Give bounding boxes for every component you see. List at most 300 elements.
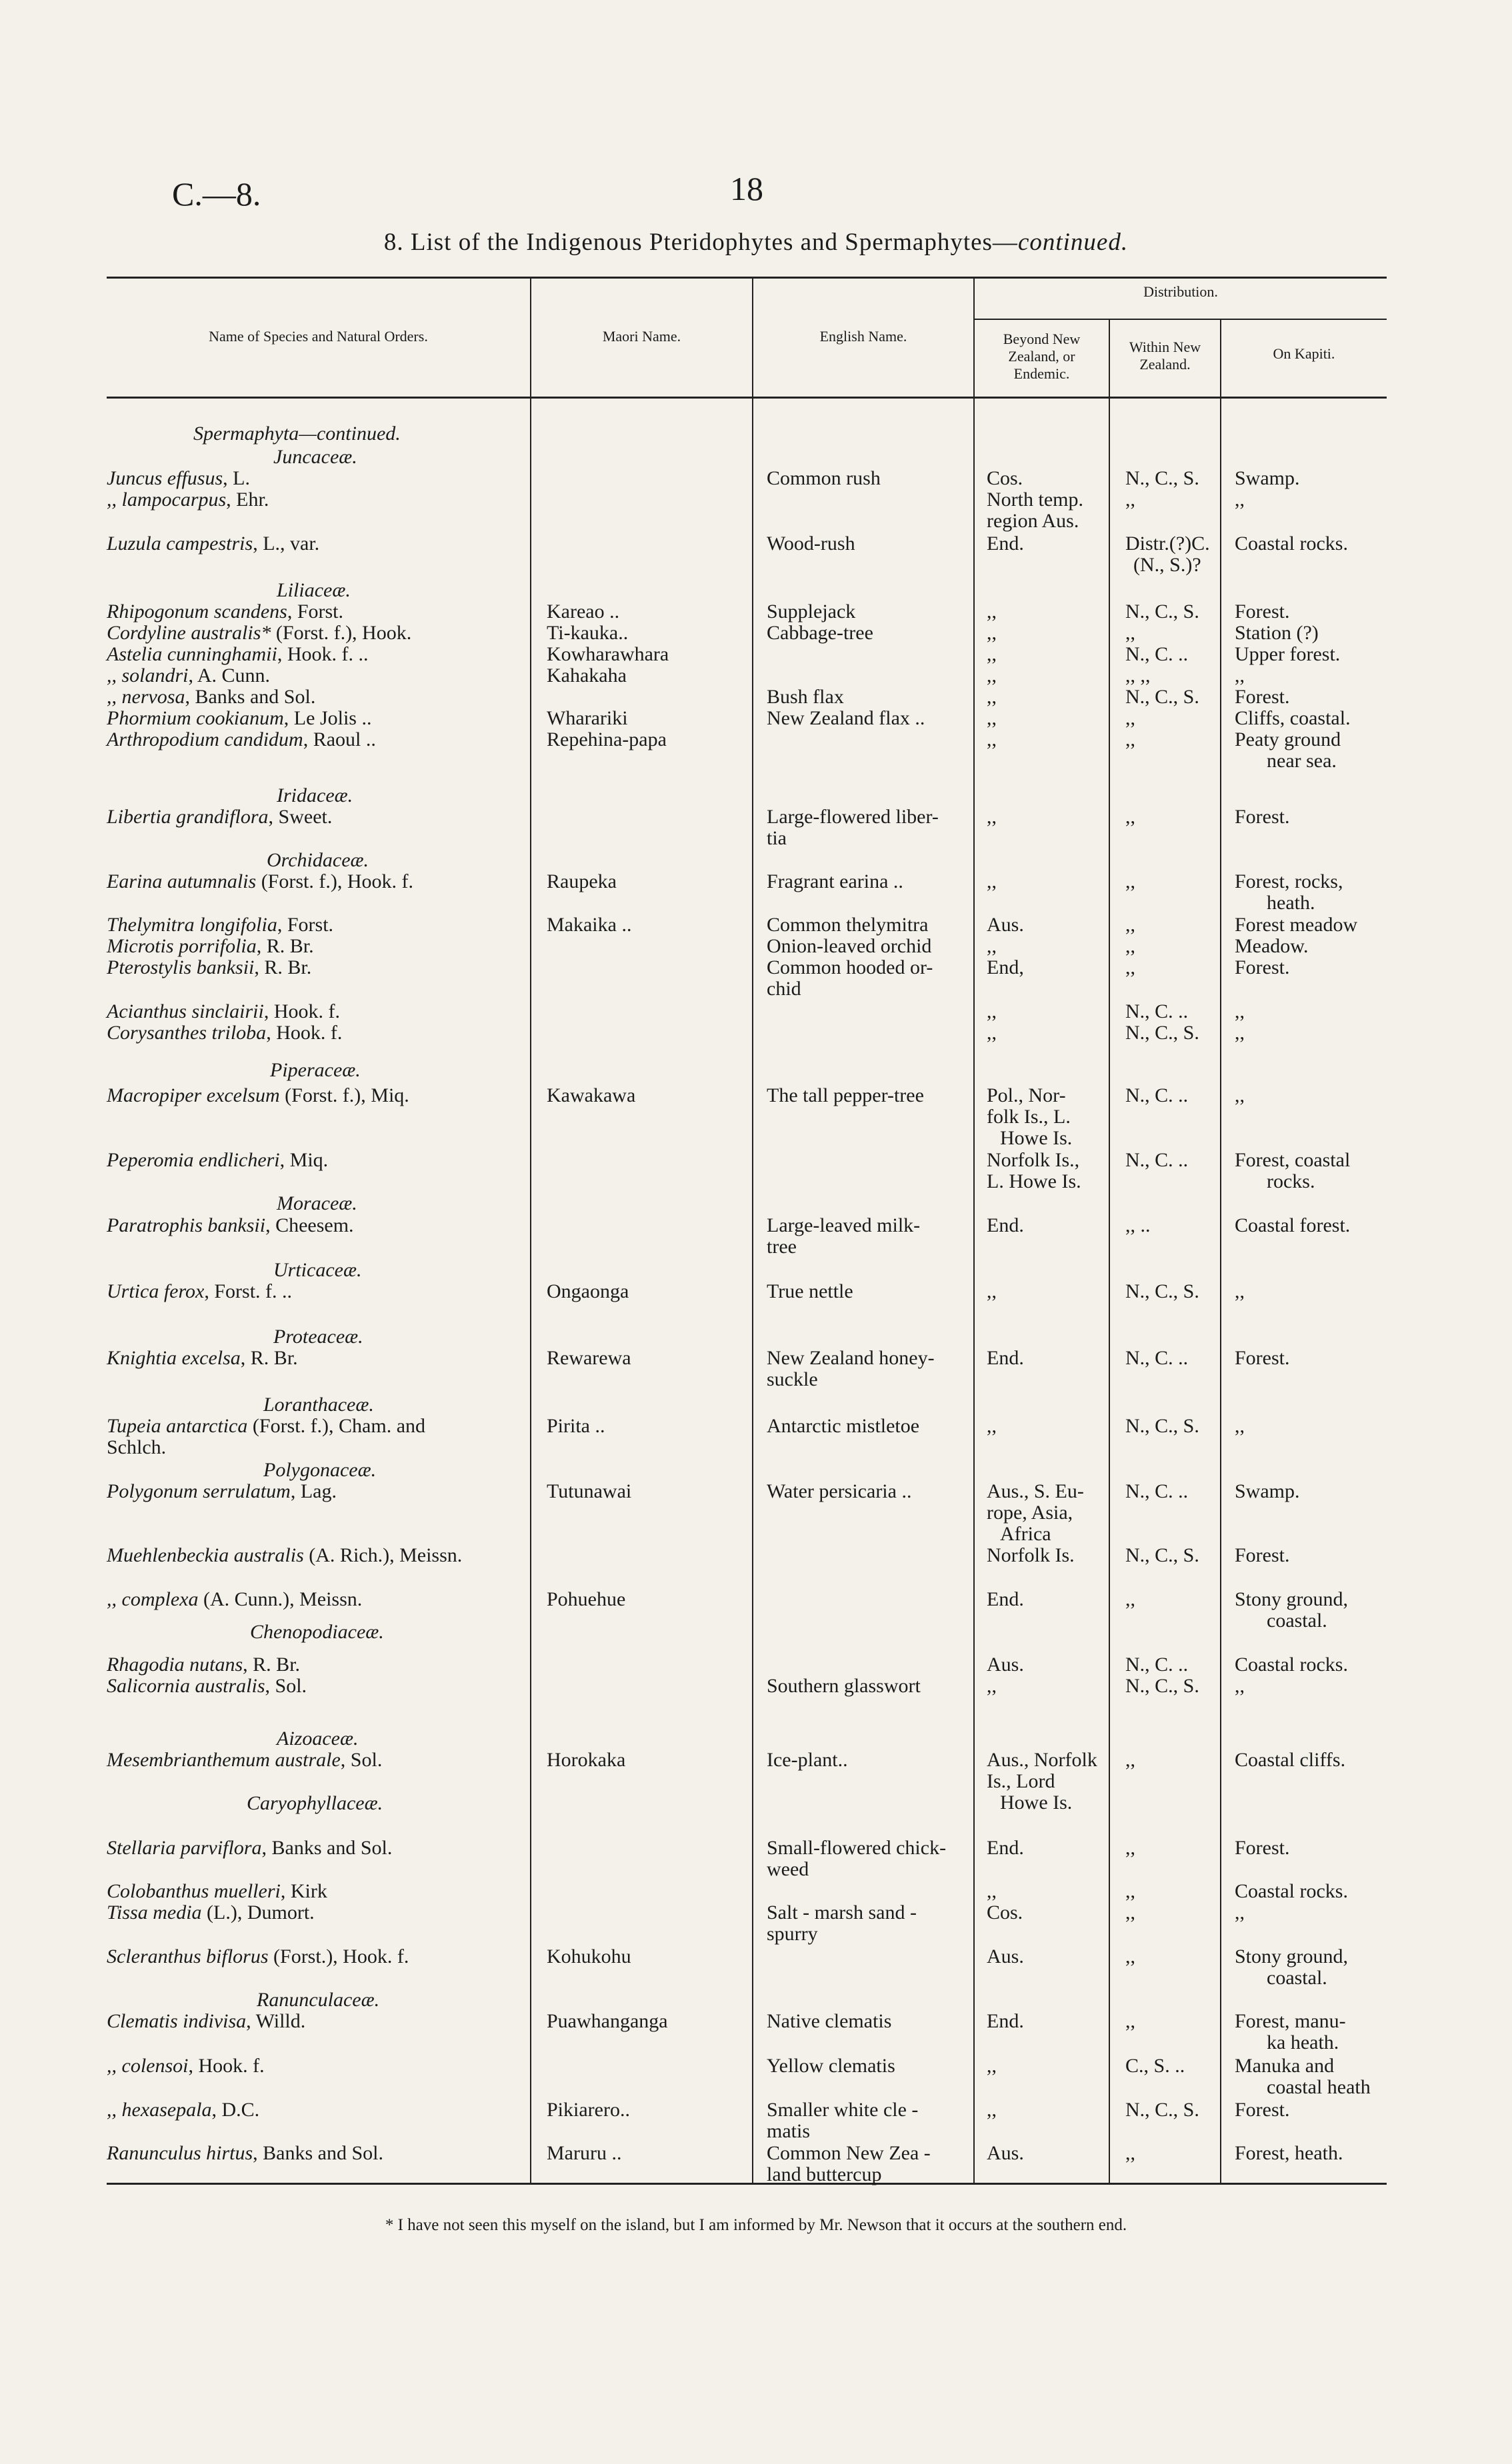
distribution-within: N., C. .. <box>1125 1084 1189 1106</box>
distribution-beyond: ,, <box>987 1415 997 1437</box>
distribution-within: N., C. .. <box>1125 1149 1189 1171</box>
section-heading: Liliaceæ. <box>277 579 351 601</box>
page-number: 18 <box>730 170 763 207</box>
english-name: True nettle <box>767 1280 853 1302</box>
kapiti-habitat: Swamp. <box>1235 1480 1300 1502</box>
title-main: 8. List of the Indigenous Pteridophytes and Spermaphytes— <box>383 229 1018 256</box>
english-name-cont: land buttercup <box>767 2163 882 2185</box>
column-divider-2 <box>752 277 753 2183</box>
kapiti-habitat: Station (?) <box>1235 622 1319 644</box>
distribution-rule <box>973 319 1387 320</box>
species-name <box>107 1022 342 1044</box>
col-header-maori: Maori Name. <box>602 328 681 345</box>
english-name: New Zealand honey- <box>767 1347 935 1369</box>
species-authority: , Sol. <box>340 1749 383 1771</box>
section-heading: Orchidaceæ. <box>267 849 369 871</box>
species-authority: , Forst. <box>287 601 343 622</box>
species-authority: , Miq. <box>279 1149 329 1171</box>
distribution-beyond: ,, <box>987 1675 997 1697</box>
species-name <box>107 1416 425 1437</box>
distribution-within: N., C., S. <box>1125 2099 1199 2121</box>
english-name: Common New Zea - <box>767 2142 931 2164</box>
species-name <box>107 936 314 957</box>
species-authority: , A. Cunn. <box>188 664 271 686</box>
maori-name: Kahakaha <box>547 664 627 686</box>
species-authority: , R. Br. <box>256 935 314 957</box>
maori-name: Kawakawa <box>547 1084 636 1106</box>
species-binomial: Colobanthus muelleri <box>107 1880 281 1902</box>
distribution-within: ,, <box>1125 935 1135 957</box>
distribution-within: ,, <box>1125 489 1135 511</box>
species-authority: (Forst. f.), Hook. f. <box>256 870 413 892</box>
section-heading: Piperaceæ. <box>270 1059 361 1081</box>
section-heading: Caryophyllaceæ. <box>247 1792 383 1814</box>
kapiti-habitat: Upper forest. <box>1235 643 1341 665</box>
species-name <box>107 2011 305 2032</box>
english-name-cont: suckle <box>767 1368 818 1390</box>
english-name: Large-leaved milk- <box>767 1214 921 1236</box>
distribution-within: ,, <box>1125 1901 1135 1923</box>
distribution-beyond: ,, <box>987 806 997 828</box>
section-heading: Chenopodiaceæ. <box>250 1621 384 1643</box>
distribution-beyond: Aus. <box>987 1654 1024 1676</box>
kapiti-habitat-cont: rocks. <box>1267 1170 1315 1192</box>
page-title <box>0 228 1512 257</box>
species-binomial: Paratrophis banksii <box>107 1214 266 1236</box>
species-binomial: Luzula campestris <box>107 533 253 555</box>
english-name: Southern glasswort <box>767 1675 921 1697</box>
distribution-within: ,, <box>1125 1837 1135 1859</box>
distribution-within-cont: (N., S.)? <box>1133 554 1201 576</box>
species-binomial: Rhagodia nutans <box>107 1654 243 1676</box>
distribution-within: N., C., S. <box>1125 467 1199 489</box>
english-name-cont: tia <box>767 827 787 849</box>
distribution-beyond: Aus. <box>987 914 1024 936</box>
distribution-within: ,, <box>1125 870 1135 892</box>
species-authority: , L., var. <box>253 533 320 555</box>
section-heading: Urticaceæ. <box>273 1259 362 1281</box>
distribution-within: ,, <box>1125 2142 1135 2164</box>
species-name <box>107 729 376 750</box>
species-binomial: Muehlenbeckia australis <box>107 1544 304 1566</box>
species-binomial: Thelymitra longifolia <box>107 914 277 936</box>
kapiti-habitat: ,, <box>1235 1415 1245 1437</box>
distribution-within: N., C., S. <box>1125 1280 1199 1302</box>
english-name: Onion-leaved orchid <box>767 935 932 957</box>
kapiti-habitat: Swamp. <box>1235 467 1300 489</box>
header-bottom-rule <box>107 397 1387 399</box>
species-binomial: Phormium cookianum <box>107 707 284 729</box>
species-binomial: Tissa media <box>107 1901 202 1923</box>
kapiti-habitat: Forest. <box>1235 1347 1290 1369</box>
species-binomial: Microtis porrifolia <box>107 935 257 957</box>
species-binomial: Tupeia antarctica <box>107 1415 248 1437</box>
species-name <box>107 1838 392 1859</box>
english-name: Common rush <box>767 467 881 489</box>
species-binomial: Rhipogonum scandens <box>107 601 287 622</box>
species-binomial: ,, lampocarpus <box>107 489 227 511</box>
species-authority: , Forst. <box>277 914 334 936</box>
distribution-within: N., C., S. <box>1125 1544 1199 1566</box>
species-name <box>107 871 413 892</box>
species-authority: , Hook. f. <box>266 1022 343 1044</box>
english-name-cont: matis <box>767 2120 810 2142</box>
species-binomial: ,, solandri <box>107 664 189 686</box>
kapiti-habitat: Forest. <box>1235 1544 1290 1566</box>
species-binomial: ,, colensoi <box>107 2055 189 2077</box>
distribution-beyond-cont: region Aus. <box>987 510 1079 532</box>
species-authority: , Forst. f. .. <box>204 1280 293 1302</box>
species-name <box>107 957 311 978</box>
table-top-rule <box>107 277 1387 279</box>
distribution-beyond: ,, <box>987 728 997 750</box>
table-bottom-rule <box>107 2183 1387 2185</box>
distribution-within: ,, <box>1125 2010 1135 2032</box>
kapiti-habitat-cont: heath. <box>1267 892 1315 914</box>
kapiti-habitat: Forest. <box>1235 956 1290 978</box>
species-binomial: ,, hexasepala <box>107 2099 212 2121</box>
species-authority: , L. <box>223 467 250 489</box>
english-name: Native clematis <box>767 2010 892 2032</box>
species-authority: (A. Rich.), Meissn. <box>303 1544 463 1566</box>
species-binomial: Earina autumnalis <box>107 870 257 892</box>
kapiti-habitat: Peaty ground <box>1235 728 1341 750</box>
col-header-distribution: Distribution. <box>1143 283 1218 300</box>
species-binomial: Libertia grandiflora <box>107 806 269 828</box>
distribution-within: ,, ,, <box>1125 664 1151 686</box>
maori-name: Tutunawai <box>547 1480 632 1502</box>
kapiti-habitat-cont: coastal heath <box>1267 2076 1371 2098</box>
kapiti-habitat: ,, <box>1235 1022 1245 1044</box>
species-binomial: Pterostylis banksii <box>107 956 255 978</box>
kapiti-habitat-cont: near sea. <box>1267 750 1337 772</box>
english-name: Fragrant earina .. <box>767 870 903 892</box>
maori-name: Makaika .. <box>547 914 632 936</box>
col-header-kapiti: On Kapiti. <box>1273 345 1335 362</box>
distribution-beyond: ,, <box>987 622 997 644</box>
column-divider-4 <box>1109 319 1110 2183</box>
kapiti-habitat: ,, <box>1235 1901 1245 1923</box>
species-authority: , Hook. f. .. <box>277 643 369 665</box>
distribution-beyond: ,, <box>987 1000 997 1022</box>
section-heading: Spermaphyta—continued. <box>193 423 401 445</box>
distribution-beyond: End. <box>987 1347 1024 1369</box>
species-authority: , Hook. f. <box>188 2055 265 2077</box>
species-name <box>107 2055 265 2077</box>
section-heading: Moraceæ. <box>277 1192 357 1214</box>
species-name <box>107 489 269 511</box>
species-authority: , Banks and Sol. <box>185 686 316 708</box>
distribution-beyond: ,, <box>987 870 997 892</box>
english-name: Bush flax <box>767 686 844 708</box>
distribution-beyond: North temp. <box>987 489 1083 511</box>
maori-name: Rewarewa <box>547 1347 631 1369</box>
maori-name: Ti-kauka.. <box>547 622 629 644</box>
distribution-beyond-cont: Africa <box>1000 1523 1051 1545</box>
section-heading: Aizoaceæ. <box>277 1728 359 1750</box>
species-authority: , R. Br. <box>240 1347 298 1369</box>
kapiti-habitat: Forest. <box>1235 601 1290 622</box>
distribution-within: N., C., S. <box>1125 1022 1199 1044</box>
distribution-within: N., C., S. <box>1125 1415 1199 1437</box>
kapiti-habitat: ,, <box>1235 1280 1245 1302</box>
species-binomial: Stellaria parviflora <box>107 1837 262 1859</box>
species-binomial: ,, nervosa <box>107 686 185 708</box>
distribution-within: ,, <box>1125 914 1135 936</box>
species-authority: (Forst. f.), Cham. and <box>247 1415 426 1437</box>
distribution-beyond: ,, <box>987 643 997 665</box>
distribution-beyond: ,, <box>987 2099 997 2121</box>
distribution-beyond-cont: Is., Lord <box>987 1770 1055 1792</box>
distribution-beyond: Norfolk Is., <box>987 1149 1080 1171</box>
kapiti-habitat: Coastal rocks. <box>1235 533 1348 555</box>
species-authority: , Ehr. <box>226 489 269 511</box>
species-name <box>107 533 319 555</box>
kapiti-habitat-cont: coastal. <box>1267 1967 1327 1989</box>
maori-name: Ongaonga <box>547 1280 629 1302</box>
species-authority: , Kirk <box>280 1880 327 1902</box>
distribution-within: ,, <box>1125 956 1135 978</box>
species-authority: , Hook. f. <box>263 1000 340 1022</box>
distribution-beyond: Cos. <box>987 467 1023 489</box>
species-authority: , Sol. <box>265 1675 307 1697</box>
kapiti-habitat: Coastal rocks. <box>1235 1880 1348 1902</box>
distribution-beyond: ,, <box>987 686 997 708</box>
kapiti-habitat-cont: ka heath. <box>1267 2031 1339 2053</box>
distribution-beyond: Cos. <box>987 1901 1023 1923</box>
species-binomial: Juncus effusus <box>107 467 223 489</box>
kapiti-habitat-cont: coastal. <box>1267 1610 1327 1632</box>
column-divider-1 <box>530 277 531 2183</box>
species-binomial: ,, complexa <box>107 1588 199 1610</box>
distribution-beyond-cont: Howe Is. <box>1000 1127 1073 1149</box>
species-name <box>107 1654 300 1676</box>
species-binomial: Urtica ferox <box>107 1280 205 1302</box>
english-name: Ice-plant.. <box>767 1749 848 1771</box>
kapiti-habitat: ,, <box>1235 1084 1245 1106</box>
distribution-beyond: ,, <box>987 2055 997 2077</box>
species-name <box>107 1215 354 1236</box>
distribution-beyond: End. <box>987 2010 1024 2032</box>
species-authority: , Sweet. <box>268 806 333 828</box>
species-name <box>107 1946 409 1967</box>
english-name-cont: chid <box>767 978 801 1000</box>
maori-name: Kohukohu <box>547 1945 631 1967</box>
distribution-within: ,, <box>1125 1588 1135 1610</box>
kapiti-habitat: Forest meadow <box>1235 914 1358 936</box>
species-binomial: Cordyline australis* <box>107 622 271 644</box>
species-binomial: Astelia cunninghamii <box>107 643 277 665</box>
species-name <box>107 1150 328 1171</box>
section-heading: Polygonaceæ. <box>263 1459 377 1481</box>
distribution-within: C., S. .. <box>1125 2055 1185 2077</box>
species-binomial: Corysanthes triloba <box>107 1022 267 1044</box>
distribution-beyond: Aus. <box>987 2142 1024 2164</box>
species-authority: , Le Jolis .. <box>283 707 372 729</box>
species-authority: , R. Br. <box>254 956 312 978</box>
species-name <box>107 1001 340 1022</box>
distribution-beyond: Norfolk Is. <box>987 1544 1075 1566</box>
species-authority: (A. Cunn.), Meissn. <box>198 1588 363 1610</box>
kapiti-habitat: Coastal forest. <box>1235 1214 1351 1236</box>
species-name <box>107 468 250 489</box>
kapiti-habitat: Forest, heath. <box>1235 2142 1343 2164</box>
kapiti-habitat: ,, <box>1235 489 1245 511</box>
distribution-beyond: ,, <box>987 1022 997 1044</box>
species-name <box>107 622 411 644</box>
distribution-beyond: End. <box>987 1588 1024 1610</box>
distribution-within: ,, <box>1125 728 1135 750</box>
english-name: Large-flowered liber- <box>767 806 939 828</box>
english-name: Smaller white cle - <box>767 2099 919 2121</box>
maori-name: Puawhanganga <box>547 2010 668 2032</box>
col-header-english: English Name. <box>819 328 907 345</box>
species-name <box>107 806 332 828</box>
distribution-beyond: End. <box>987 1837 1024 1859</box>
kapiti-habitat: Forest. <box>1235 1837 1290 1859</box>
distribution-beyond: Aus., S. Eu- <box>987 1480 1084 1502</box>
distribution-within: ,, <box>1125 1880 1135 1902</box>
document-reference: C.—8. <box>172 175 261 213</box>
english-name: Water persicaria .. <box>767 1480 912 1502</box>
species-authority: , Banks and Sol. <box>261 1837 393 1859</box>
distribution-within: N., C. .. <box>1125 1654 1189 1676</box>
distribution-beyond-cont: rope, Asia, <box>987 1502 1073 1524</box>
kapiti-habitat: Forest, rocks, <box>1235 870 1343 892</box>
section-heading: Proteaceæ. <box>273 1326 363 1348</box>
kapiti-habitat: Stony ground, <box>1235 1945 1349 1967</box>
species-authority: (Forst. f.), Hook. <box>271 622 412 644</box>
distribution-beyond: Aus., Norfolk <box>987 1749 1097 1771</box>
kapiti-habitat: Coastal rocks. <box>1235 1654 1348 1676</box>
english-name-cont: spurry <box>767 1923 818 1945</box>
species-name <box>107 1085 409 1106</box>
english-name: Supplejack <box>767 601 856 622</box>
species-authority: (Forst. f.), Miq. <box>279 1084 409 1106</box>
english-name-cont: tree <box>767 1236 797 1258</box>
species-name <box>107 1750 382 1771</box>
species-binomial: Arthropodium candidum <box>107 728 303 750</box>
maori-name: Repehina-papa <box>547 728 667 750</box>
distribution-beyond: ,, <box>987 935 997 957</box>
species-name <box>107 1676 307 1697</box>
english-name: Yellow clematis <box>767 2055 895 2077</box>
english-name: Common thelymitra <box>767 914 929 936</box>
species-binomial: Macropiper excelsum <box>107 1084 280 1106</box>
species-name <box>107 1348 298 1369</box>
species-name <box>107 644 368 665</box>
english-name: The tall pepper-tree <box>767 1084 924 1106</box>
distribution-beyond-cont: folk Is., L. <box>987 1106 1071 1128</box>
column-divider-5 <box>1220 319 1221 2183</box>
species-authority-cont: Schlch. <box>107 1436 167 1458</box>
maori-name: Pirita .. <box>547 1415 605 1437</box>
distribution-within: ,, <box>1125 1749 1135 1771</box>
species-name <box>107 1881 327 1902</box>
maori-name: Pikiarero.. <box>547 2099 630 2121</box>
maori-name: Pohuehue <box>547 1588 626 1610</box>
species-binomial: Acianthus sinclairii <box>107 1000 264 1022</box>
distribution-beyond: End. <box>987 533 1024 555</box>
kapiti-habitat: Forest, manu- <box>1235 2010 1346 2032</box>
maori-name: Kowharawhara <box>547 643 669 665</box>
species-binomial: Salicornia australis <box>107 1675 265 1697</box>
distribution-beyond: Pol., Nor- <box>987 1084 1066 1106</box>
maori-name: Raupeka <box>547 870 617 892</box>
species-binomial: Peperomia endlicheri <box>107 1149 280 1171</box>
kapiti-habitat: Coastal cliffs. <box>1235 1749 1346 1771</box>
english-name: Small-flowered chick- <box>767 1837 947 1859</box>
maori-name: Kareao .. <box>547 601 620 622</box>
footnote: * I have not seen this myself on the island, but I am informed by Mr. Newson that it occurs at the southern end. <box>385 2216 1127 2234</box>
distribution-within: N., C. .. <box>1125 1347 1189 1369</box>
english-name: Antarctic mistletoe <box>767 1415 920 1437</box>
species-name <box>107 665 270 686</box>
species-authority: , Raoul .. <box>303 728 376 750</box>
section-heading: Iridaceæ. <box>277 784 353 806</box>
column-divider-3 <box>973 277 975 2183</box>
distribution-within: ,, .. <box>1125 1214 1151 1236</box>
species-authority: (Forst.), Hook. f. <box>268 1945 409 1967</box>
species-binomial: Polygonum serrulatum <box>107 1480 291 1502</box>
english-name-cont: weed <box>767 1858 809 1880</box>
kapiti-habitat: Stony ground, <box>1235 1588 1349 1610</box>
species-name <box>107 1902 315 1923</box>
section-heading: Juncaceæ. <box>273 446 357 468</box>
species-authority: , Willd. <box>246 2010 306 2032</box>
col-header-within: Within New Zealand. <box>1129 339 1201 373</box>
col-header-beyond: Beyond New Zealand, or Endemic. <box>1003 331 1081 382</box>
species-name <box>107 2099 259 2121</box>
english-name: Cabbage-tree <box>767 622 873 644</box>
section-heading: Ranunculaceæ. <box>257 1989 380 2011</box>
distribution-within: ,, <box>1125 707 1135 729</box>
distribution-beyond: ,, <box>987 664 997 686</box>
distribution-beyond: Aus. <box>987 1945 1024 1967</box>
species-name <box>107 1545 462 1566</box>
species-name <box>107 1281 292 1302</box>
kapiti-habitat: ,, <box>1235 664 1245 686</box>
species-name <box>107 708 371 729</box>
distribution-beyond: ,, <box>987 707 997 729</box>
species-binomial: Clematis indivisa <box>107 2010 247 2032</box>
kapiti-habitat: ,, <box>1235 1000 1245 1022</box>
species-binomial: Ranunculus hirtus <box>107 2142 253 2164</box>
species-binomial: Mesembrianthemum australe <box>107 1749 341 1771</box>
distribution-within: N., C. .. <box>1125 1000 1189 1022</box>
kapiti-habitat: Meadow. <box>1235 935 1309 957</box>
species-authority: , R. Br. <box>243 1654 301 1676</box>
species-authority: , Lag. <box>290 1480 337 1502</box>
distribution-within: ,, <box>1125 1945 1135 1967</box>
title-continued: continued. <box>1017 229 1129 256</box>
kapiti-habitat: Cliffs, coastal. <box>1235 707 1351 729</box>
kapiti-habitat: Forest, coastal <box>1235 1149 1351 1171</box>
maori-name: Horokaka <box>547 1749 626 1771</box>
english-name: Salt - marsh sand - <box>767 1901 917 1923</box>
english-name: New Zealand flax .. <box>767 707 925 729</box>
species-name <box>107 601 343 622</box>
kapiti-habitat: Forest. <box>1235 2099 1290 2121</box>
species-name <box>107 686 315 708</box>
distribution-within: Distr.(?)C. <box>1125 533 1210 555</box>
species-authority: (L.), Dumort. <box>201 1901 315 1923</box>
distribution-beyond-cont: L. Howe Is. <box>987 1170 1081 1192</box>
species-name <box>107 2143 383 2164</box>
maori-name: Wharariki <box>547 707 628 729</box>
species-name <box>107 1589 362 1610</box>
kapiti-habitat: Forest. <box>1235 806 1290 828</box>
